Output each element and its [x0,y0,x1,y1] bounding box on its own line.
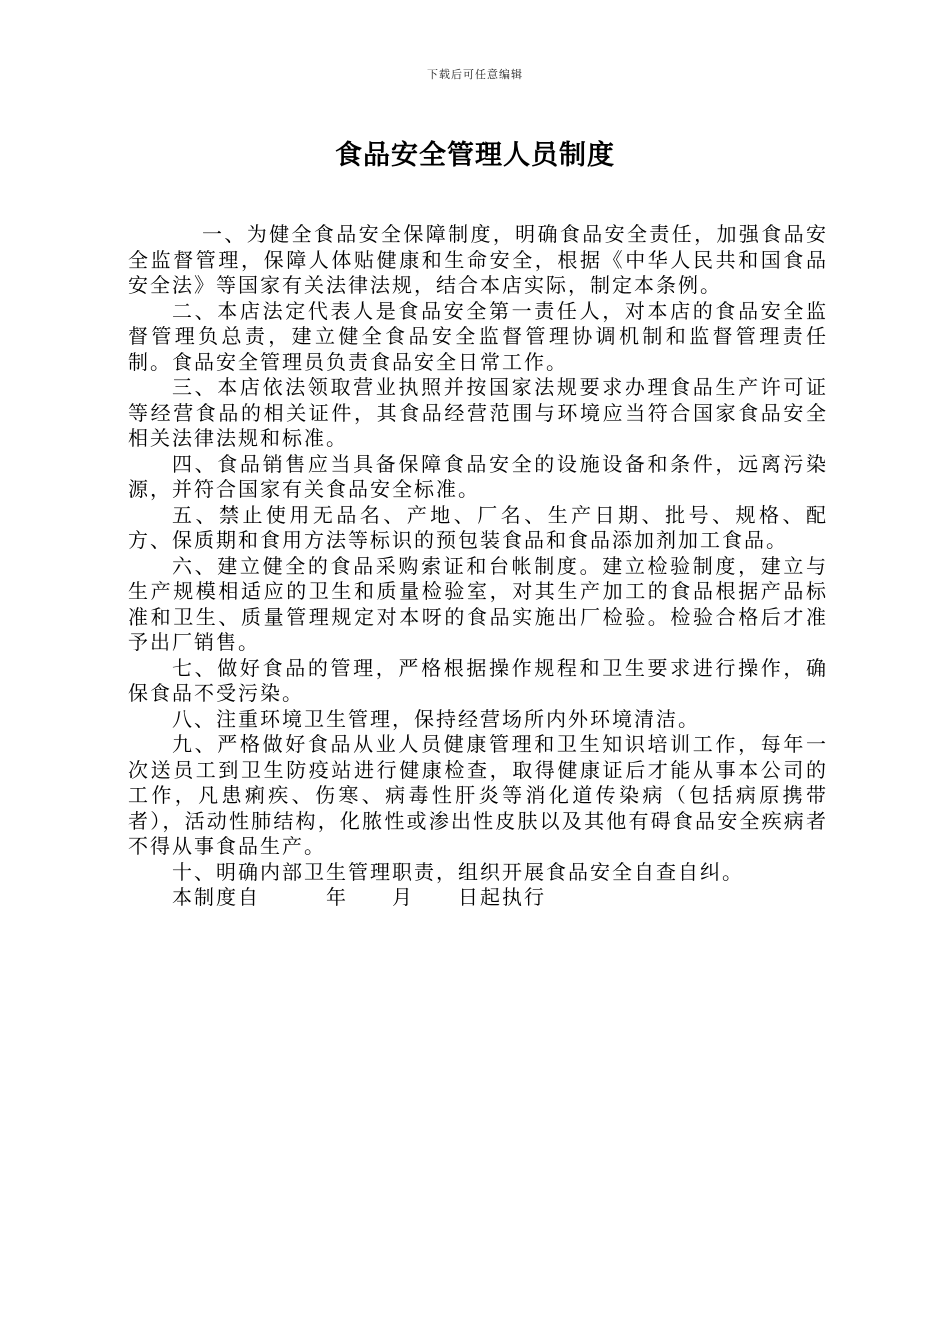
header-note: 下载后可任意编辑 [427,68,523,81]
paragraph-6: 六、建立健全的食品采购索证和台帐制度。建立检验制度，建立与生产规模相适应的卫生和质量检验室，对其生产加工的食品根据产品标准和卫生、质量管理规定对本呀的食品实施出厂检验。检验合格后才准予出厂销售。 [128,553,828,654]
paragraph-9: 九、严格做好食品从业人员健康管理和卫生知识培训工作，每年一次送员工到卫生防疫站进行健康检查，取得健康证后才能从事本公司的工作，凡患痢疾、伤寒、病毒性肝炎等消化道传染病（包括病原携带者），活动性肺结构，化脓性或渗出性皮肤以及其他有碍食品安全疾病者不得从事食品生产。 [128,732,828,858]
paragraph-10: 十、明确内部卫生管理职责，组织开展食品安全自查自纠。 [172,859,744,884]
document-title: 食品安全管理人员制度 [335,140,615,171]
paragraph-4: 四、食品销售应当具备保障食品安全的设施设备和条件，远离污染源，并符合国家有关食品安全标准。 [128,451,828,501]
effective-date-line: 本制度自 年 月 日起执行 [172,885,546,909]
document-body [128,222,828,911]
paragraph-1: 一、为健全食品安全保障制度，明确食品安全责任，加强食品安全监督管理，保障人体贴健康和生命安全，根据《中华人民共和国食品安全法》等国家有关法律法规，结合本店实际，制定本条例。 [128,222,828,297]
paragraph-7: 七、做好食品的管理，严格根据操作规程和卫生要求进行操作，确保食品不受污染。 [128,655,828,705]
paragraph-8: 八、注重环境卫生管理，保持经营场所内外环境清洁。 [172,706,700,731]
paragraph-2: 二、本店法定代表人是食品安全第一责任人，对本店的食品安全监督管理负总责，建立健全食品安全监督管理协调机制和监督管理责任制。食品安全管理员负责食品安全日常工作。 [128,298,828,374]
paragraph-3: 三、本店依法领取营业执照并按国家法规要求办理食品生产许可证等经营食品的相关证件，其食品经营范围与环境应当符合国家食品安全相关法律法规和标准。 [128,375,828,450]
paragraph-5: 五、禁止使用无品名、产地、厂名、生产日期、批号、规格、配方、保质期和食用方法等标识的预包装食品和食品添加剂加工食品。 [128,502,828,552]
